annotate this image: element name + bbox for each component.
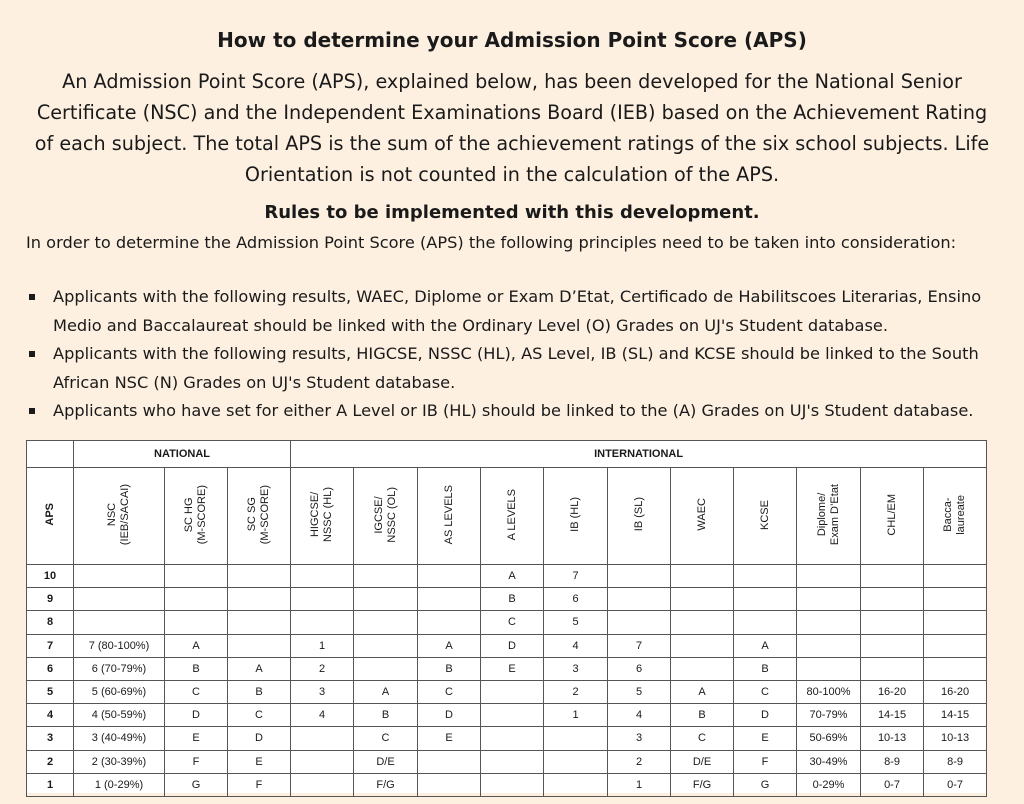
grade-cell bbox=[797, 611, 861, 634]
grade-cell bbox=[861, 657, 924, 680]
grade-cell: A bbox=[734, 634, 797, 657]
column-header bbox=[228, 468, 291, 565]
grade-cell bbox=[734, 565, 797, 588]
rules-heading: Rules to be implemented with this development. bbox=[264, 202, 760, 223]
page-title: How to determine your Admission Point Score (APS) bbox=[217, 28, 807, 52]
grade-cell bbox=[291, 750, 354, 773]
column-header bbox=[797, 468, 861, 565]
aps-value-cell: 8 bbox=[27, 611, 74, 634]
grade-cell bbox=[924, 565, 987, 588]
grade-cell: E bbox=[418, 727, 481, 750]
grade-cell bbox=[291, 727, 354, 750]
grade-cell bbox=[418, 565, 481, 588]
grade-cell bbox=[418, 588, 481, 611]
grade-cell: C bbox=[228, 704, 291, 727]
grade-cell bbox=[228, 611, 291, 634]
grade-cell: B bbox=[481, 588, 544, 611]
table-row bbox=[27, 634, 987, 657]
table-row bbox=[27, 727, 987, 750]
column-header-label: Diplome/ Exam D’Etat bbox=[815, 483, 841, 546]
grade-cell: 1 bbox=[544, 704, 608, 727]
column-header-label: SC SG (M-SCORE) bbox=[246, 484, 271, 545]
grade-cell: 3 bbox=[608, 727, 671, 750]
column-header-label: WAEC bbox=[695, 498, 708, 531]
grade-cell bbox=[797, 657, 861, 680]
column-header-label: NSC (IEB/SACAI) bbox=[106, 483, 131, 546]
grade-cell: F bbox=[165, 750, 228, 773]
grade-cell: C bbox=[481, 611, 544, 634]
grade-cell: B bbox=[228, 680, 291, 703]
grade-cell: E bbox=[228, 750, 291, 773]
table-body bbox=[27, 565, 987, 797]
column-header-label: Bacca- laureate bbox=[942, 494, 968, 535]
column-header-label: APS bbox=[43, 503, 56, 526]
grade-cell bbox=[291, 773, 354, 796]
table-row bbox=[27, 657, 987, 680]
grade-cell: 4 bbox=[608, 704, 671, 727]
grade-cell bbox=[671, 634, 734, 657]
grade-cell: 2 bbox=[544, 680, 608, 703]
grade-cell: B bbox=[165, 657, 228, 680]
grade-cell: A bbox=[671, 680, 734, 703]
grade-cell bbox=[165, 611, 228, 634]
grade-cell: F/G bbox=[354, 773, 418, 796]
grade-cell bbox=[481, 750, 544, 773]
grade-cell: 7 bbox=[544, 565, 608, 588]
grade-cell: G bbox=[165, 773, 228, 796]
grade-cell: 2 (30-39%) bbox=[74, 750, 165, 773]
grade-cell: A bbox=[165, 634, 228, 657]
grade-cell: A bbox=[354, 680, 418, 703]
grade-cell bbox=[608, 588, 671, 611]
grade-cell: 5 (60-69%) bbox=[74, 680, 165, 703]
column-header-label: IGCSE/ NSSC (OL) bbox=[372, 486, 398, 543]
grade-cell bbox=[418, 611, 481, 634]
column-header bbox=[671, 468, 734, 565]
column-header-label: AS LEVELS bbox=[442, 484, 455, 545]
grade-cell: F bbox=[228, 773, 291, 796]
aps-value-cell: 10 bbox=[27, 565, 74, 588]
grade-cell bbox=[924, 611, 987, 634]
national-group-header: NATIONAL bbox=[74, 441, 291, 468]
column-header bbox=[924, 468, 987, 565]
grade-cell: C bbox=[418, 680, 481, 703]
grade-cell bbox=[924, 634, 987, 657]
grade-cell: 6 (70-79%) bbox=[74, 657, 165, 680]
grade-cell: 6 bbox=[608, 657, 671, 680]
grade-cell: 5 bbox=[608, 680, 671, 703]
column-header-row bbox=[27, 468, 987, 565]
grade-cell: 0-7 bbox=[924, 773, 987, 796]
empty-corner-cell bbox=[27, 441, 74, 468]
grade-cell bbox=[671, 611, 734, 634]
intro-paragraph: An Admission Point Score (APS), explained below, has been developed for the National Senior Certificate (NSC) and the Independent Examinations Board (IEB) based on the Achievement Rating of each subject. The total APS is the sum of the achievement ratings of the six school subjects. Life Orientation is not counted in the calculation of the APS. bbox=[34, 70, 990, 186]
grade-cell: 3 (40-49%) bbox=[74, 727, 165, 750]
column-header bbox=[861, 468, 924, 565]
column-header bbox=[165, 468, 228, 565]
grade-cell: 7 (80-100%) bbox=[74, 634, 165, 657]
grade-cell: 4 (50-59%) bbox=[74, 704, 165, 727]
grade-cell bbox=[544, 773, 608, 796]
grade-cell: G bbox=[734, 773, 797, 796]
grade-cell bbox=[74, 565, 165, 588]
grade-cell bbox=[354, 565, 418, 588]
column-header-label: IB (SL) bbox=[632, 497, 645, 532]
grade-cell bbox=[481, 704, 544, 727]
grade-cell: E bbox=[734, 727, 797, 750]
column-header bbox=[481, 468, 544, 565]
grade-cell bbox=[924, 657, 987, 680]
grade-cell: D/E bbox=[354, 750, 418, 773]
grade-cell bbox=[797, 634, 861, 657]
grade-cell bbox=[671, 588, 734, 611]
column-header-label: IB (HL) bbox=[569, 497, 582, 532]
grade-cell bbox=[74, 611, 165, 634]
rule-item: Applicants who have set for either A Level or IB (HL) should be linked to the (A) Grades on UJ's Student database. bbox=[26, 397, 1011, 426]
grade-cell: E bbox=[481, 657, 544, 680]
grade-cell: 8-9 bbox=[861, 750, 924, 773]
grade-cell bbox=[608, 565, 671, 588]
grade-cell: 2 bbox=[608, 750, 671, 773]
grade-cell: D bbox=[734, 704, 797, 727]
grade-cell: 7 bbox=[608, 634, 671, 657]
grade-cell: 3 bbox=[291, 680, 354, 703]
grade-cell: 4 bbox=[291, 704, 354, 727]
rule-item: Applicants with the following results, HIGCSE, NSSC (HL), AS Level, IB (SL) and KCSE should be linked to the South African NSC (N) Grades on UJ's Student database. bbox=[26, 340, 1011, 397]
grade-cell: B bbox=[354, 704, 418, 727]
group-header-row bbox=[27, 441, 987, 468]
grade-cell: 10-13 bbox=[861, 727, 924, 750]
grade-cell bbox=[544, 750, 608, 773]
grade-cell bbox=[354, 634, 418, 657]
grade-cell bbox=[797, 588, 861, 611]
grade-cell bbox=[608, 611, 671, 634]
international-group-header: INTERNATIONAL bbox=[291, 441, 987, 468]
grade-cell: C bbox=[165, 680, 228, 703]
grade-cell: D/E bbox=[671, 750, 734, 773]
grade-cell: 1 bbox=[608, 773, 671, 796]
grade-cell bbox=[924, 588, 987, 611]
grade-cell bbox=[861, 634, 924, 657]
grade-cell: 14-15 bbox=[861, 704, 924, 727]
grade-cell: 70-79% bbox=[797, 704, 861, 727]
column-header bbox=[354, 468, 418, 565]
grade-cell: A bbox=[228, 657, 291, 680]
grade-cell: D bbox=[481, 634, 544, 657]
grade-cell bbox=[734, 611, 797, 634]
grade-cell bbox=[481, 773, 544, 796]
grade-cell: C bbox=[671, 727, 734, 750]
grade-cell: 50-69% bbox=[797, 727, 861, 750]
column-header-label: SC HG (M-SCORE) bbox=[183, 484, 208, 545]
grade-cell: 3 bbox=[544, 657, 608, 680]
grade-cell: 80-100% bbox=[797, 680, 861, 703]
table-row bbox=[27, 588, 987, 611]
grade-cell: B bbox=[734, 657, 797, 680]
grade-cell: 16-20 bbox=[861, 680, 924, 703]
table-row bbox=[27, 565, 987, 588]
grade-cell: A bbox=[418, 634, 481, 657]
aps-value-cell: 3 bbox=[27, 727, 74, 750]
grade-cell: E bbox=[165, 727, 228, 750]
grade-cell bbox=[354, 588, 418, 611]
grade-cell bbox=[165, 565, 228, 588]
aps-value-cell: 6 bbox=[27, 657, 74, 680]
grade-cell bbox=[861, 565, 924, 588]
table-row bbox=[27, 750, 987, 773]
rules-list bbox=[26, 283, 1011, 426]
grade-cell: 10-13 bbox=[924, 727, 987, 750]
column-header bbox=[734, 468, 797, 565]
aps-column-header bbox=[27, 468, 74, 565]
grade-cell bbox=[291, 588, 354, 611]
grade-cell: C bbox=[354, 727, 418, 750]
grade-cell: 0-7 bbox=[861, 773, 924, 796]
aps-value-cell: 1 bbox=[27, 773, 74, 796]
column-header bbox=[291, 468, 354, 565]
column-header bbox=[608, 468, 671, 565]
column-header bbox=[544, 468, 608, 565]
table-row bbox=[27, 611, 987, 634]
grade-cell bbox=[291, 565, 354, 588]
column-header bbox=[74, 468, 165, 565]
grade-cell: 30-49% bbox=[797, 750, 861, 773]
grade-cell bbox=[354, 657, 418, 680]
grade-cell bbox=[228, 565, 291, 588]
principles-paragraph: In order to determine the Admission Point Score (APS) the following principles need to be taken into consideration: bbox=[26, 233, 957, 252]
grade-cell: F/G bbox=[671, 773, 734, 796]
column-header-label: CHL/EM bbox=[885, 493, 898, 536]
grade-cell: D bbox=[418, 704, 481, 727]
table-row bbox=[27, 680, 987, 703]
rule-item: Applicants with the following results, WAEC, Diplome or Exam D’Etat, Certificado de Habilitscoes Literarias, Ensino Medio and Baccalaureat should be linked with the Ordinary Level (O) Grades on UJ's Student database. bbox=[26, 283, 1011, 340]
grade-cell bbox=[418, 750, 481, 773]
aps-value-cell: 9 bbox=[27, 588, 74, 611]
grade-cell: 1 (0-29%) bbox=[74, 773, 165, 796]
grade-cell: D bbox=[228, 727, 291, 750]
grade-cell bbox=[544, 727, 608, 750]
grade-cell: 8-9 bbox=[924, 750, 987, 773]
column-header-label: A LEVELS bbox=[505, 488, 518, 541]
column-header-label: KCSE bbox=[758, 499, 771, 530]
grade-cell: B bbox=[418, 657, 481, 680]
grade-cell bbox=[481, 680, 544, 703]
grade-cell: 5 bbox=[544, 611, 608, 634]
aps-table bbox=[26, 440, 987, 797]
grade-cell: 16-20 bbox=[924, 680, 987, 703]
grade-cell: 0-29% bbox=[797, 773, 861, 796]
grade-cell bbox=[291, 611, 354, 634]
grade-cell: D bbox=[165, 704, 228, 727]
table-row bbox=[27, 773, 987, 796]
grade-cell bbox=[418, 773, 481, 796]
grade-cell bbox=[354, 611, 418, 634]
grade-cell bbox=[228, 588, 291, 611]
grade-cell: F bbox=[734, 750, 797, 773]
aps-value-cell: 4 bbox=[27, 704, 74, 727]
aps-value-cell: 7 bbox=[27, 634, 74, 657]
grade-cell bbox=[797, 565, 861, 588]
grade-cell: 4 bbox=[544, 634, 608, 657]
table-row bbox=[27, 704, 987, 727]
grade-cell bbox=[671, 657, 734, 680]
grade-cell bbox=[165, 588, 228, 611]
grade-cell bbox=[734, 588, 797, 611]
grade-cell: 1 bbox=[291, 634, 354, 657]
grade-cell: 6 bbox=[544, 588, 608, 611]
grade-cell: 2 bbox=[291, 657, 354, 680]
grade-cell bbox=[861, 611, 924, 634]
column-header-label: HIGCSE/ NSSC (HL) bbox=[309, 486, 335, 542]
grade-cell bbox=[861, 588, 924, 611]
grade-cell: C bbox=[734, 680, 797, 703]
grade-cell bbox=[74, 588, 165, 611]
grade-cell bbox=[481, 727, 544, 750]
aps-value-cell: 5 bbox=[27, 680, 74, 703]
aps-table-container bbox=[26, 440, 986, 793]
grade-cell bbox=[671, 565, 734, 588]
grade-cell: A bbox=[481, 565, 544, 588]
aps-value-cell: 2 bbox=[27, 750, 74, 773]
grade-cell bbox=[228, 634, 291, 657]
grade-cell: B bbox=[671, 704, 734, 727]
column-header bbox=[418, 468, 481, 565]
grade-cell: 14-15 bbox=[924, 704, 987, 727]
